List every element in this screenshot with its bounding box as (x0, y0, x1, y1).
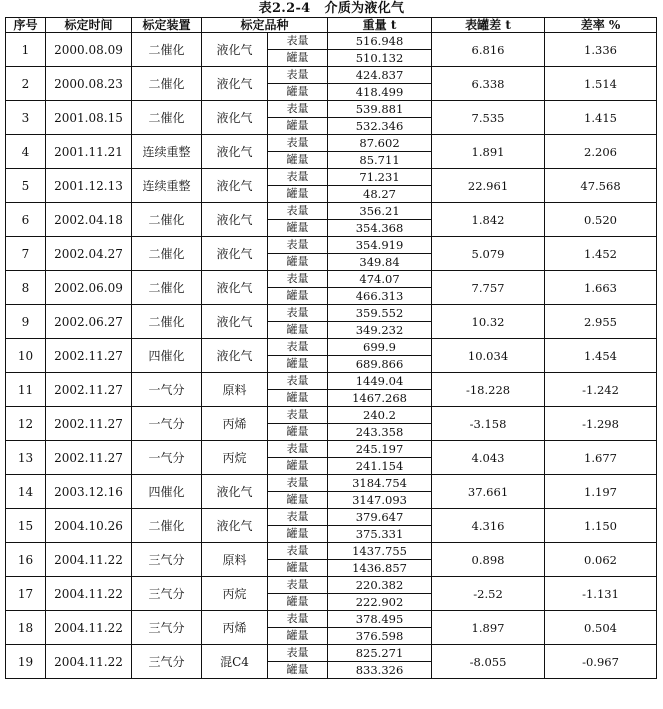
table-body (6, 33, 657, 679)
row-product: 液化气 (202, 237, 268, 271)
meter-value: 359.552 (328, 305, 432, 322)
table-row (6, 271, 657, 288)
row-product: 液化气 (202, 33, 268, 67)
row-product: 液化气 (202, 203, 268, 237)
tank-label: 罐量 (268, 424, 328, 441)
tank-value: 532.346 (328, 118, 432, 135)
row-unit: 四催化 (132, 339, 202, 373)
table-row (6, 373, 657, 390)
row-product: 丙烯 (202, 611, 268, 645)
tank-value: 1436.857 (328, 560, 432, 577)
table-row (6, 101, 657, 118)
row-index: 12 (6, 407, 46, 441)
tank-value: 48.27 (328, 186, 432, 203)
meter-label: 表量 (268, 305, 328, 322)
row-index: 13 (6, 441, 46, 475)
row-index: 14 (6, 475, 46, 509)
tank-value: 376.598 (328, 628, 432, 645)
row-product: 液化气 (202, 67, 268, 101)
meter-value: 1437.755 (328, 543, 432, 560)
meter-label: 表量 (268, 101, 328, 118)
table-caption (0, 0, 663, 17)
tank-label: 罐量 (268, 390, 328, 407)
row-unit: 二催化 (132, 203, 202, 237)
tank-label: 罐量 (268, 220, 328, 237)
row-index: 2 (6, 67, 46, 101)
meter-value: 87.602 (328, 135, 432, 152)
row-date: 2002.11.27 (46, 373, 132, 407)
meter-label: 表量 (268, 645, 328, 662)
table-row (6, 441, 657, 458)
row-unit: 二催化 (132, 509, 202, 543)
row-unit: 二催化 (132, 271, 202, 305)
row-product: 液化气 (202, 101, 268, 135)
row-unit: 一气分 (132, 373, 202, 407)
tank-value: 243.358 (328, 424, 432, 441)
meter-value: 3184.754 (328, 475, 432, 492)
row-product: 丙烯 (202, 407, 268, 441)
diff-value: -8.055 (432, 645, 545, 679)
header-product: 标定品种 (202, 18, 328, 33)
rate-value: 0.520 (545, 203, 657, 237)
meter-value: 220.382 (328, 577, 432, 594)
calibration-table (5, 17, 657, 679)
row-index: 16 (6, 543, 46, 577)
row-index: 8 (6, 271, 46, 305)
meter-label: 表量 (268, 271, 328, 288)
row-index: 15 (6, 509, 46, 543)
row-unit: 二催化 (132, 33, 202, 67)
table-row (6, 509, 657, 526)
diff-value: 7.535 (432, 101, 545, 135)
row-date: 2002.04.18 (46, 203, 132, 237)
meter-value: 354.919 (328, 237, 432, 254)
row-date: 2002.04.27 (46, 237, 132, 271)
table-row (6, 645, 657, 662)
tank-label: 罐量 (268, 288, 328, 305)
header-index: 序号 (6, 18, 46, 33)
table-row (6, 339, 657, 356)
meter-label: 表量 (268, 407, 328, 424)
tank-value: 466.313 (328, 288, 432, 305)
diff-value: 4.043 (432, 441, 545, 475)
diff-value: -18.228 (432, 373, 545, 407)
row-unit: 四催化 (132, 475, 202, 509)
table-row (6, 407, 657, 424)
meter-label: 表量 (268, 339, 328, 356)
diff-value: 37.661 (432, 475, 545, 509)
row-unit: 三气分 (132, 645, 202, 679)
rate-value: 1.336 (545, 33, 657, 67)
diff-value: 1.842 (432, 203, 545, 237)
diff-value: -2.52 (432, 577, 545, 611)
row-product: 丙烷 (202, 577, 268, 611)
row-unit: 二催化 (132, 305, 202, 339)
rate-value: -0.967 (545, 645, 657, 679)
rate-value: 1.454 (545, 339, 657, 373)
row-date: 2001.12.13 (46, 169, 132, 203)
row-product: 原料 (202, 373, 268, 407)
row-index: 6 (6, 203, 46, 237)
meter-value: 245.197 (328, 441, 432, 458)
meter-value: 379.647 (328, 509, 432, 526)
table-row (6, 611, 657, 628)
diff-value: 1.897 (432, 611, 545, 645)
meter-value: 699.9 (328, 339, 432, 356)
tank-value: 241.154 (328, 458, 432, 475)
rate-value: -1.242 (545, 373, 657, 407)
row-date: 2002.11.27 (46, 339, 132, 373)
meter-value: 1449.04 (328, 373, 432, 390)
rate-value: 2.955 (545, 305, 657, 339)
meter-value: 240.2 (328, 407, 432, 424)
rate-value: 1.514 (545, 67, 657, 101)
tank-label: 罐量 (268, 254, 328, 271)
tank-label: 罐量 (268, 526, 328, 543)
table-row (6, 237, 657, 254)
row-date: 2004.11.22 (46, 645, 132, 679)
row-index: 18 (6, 611, 46, 645)
table-row (6, 33, 657, 50)
row-unit: 二催化 (132, 101, 202, 135)
tank-value: 689.866 (328, 356, 432, 373)
row-index: 11 (6, 373, 46, 407)
diff-value: 10.034 (432, 339, 545, 373)
tank-label: 罐量 (268, 152, 328, 169)
meter-value: 424.837 (328, 67, 432, 84)
row-product: 液化气 (202, 271, 268, 305)
row-index: 17 (6, 577, 46, 611)
row-product: 液化气 (202, 475, 268, 509)
meter-label: 表量 (268, 509, 328, 526)
row-index: 7 (6, 237, 46, 271)
row-unit: 三气分 (132, 611, 202, 645)
row-date: 2004.11.22 (46, 543, 132, 577)
meter-label: 表量 (268, 373, 328, 390)
meter-label: 表量 (268, 611, 328, 628)
row-date: 2002.06.27 (46, 305, 132, 339)
row-date: 2000.08.23 (46, 67, 132, 101)
table-row (6, 577, 657, 594)
table-row (6, 543, 657, 560)
meter-value: 825.271 (328, 645, 432, 662)
caption-title: 介质为液化气 (324, 1, 405, 16)
diff-value: 5.079 (432, 237, 545, 271)
rate-value: 1.150 (545, 509, 657, 543)
header-time: 标定时间 (46, 18, 132, 33)
row-index: 9 (6, 305, 46, 339)
row-date: 2002.11.27 (46, 441, 132, 475)
tank-label: 罐量 (268, 186, 328, 203)
row-unit: 连续重整 (132, 169, 202, 203)
row-unit: 三气分 (132, 543, 202, 577)
tank-value: 3147.093 (328, 492, 432, 509)
rate-value: 1.452 (545, 237, 657, 271)
row-index: 3 (6, 101, 46, 135)
meter-label: 表量 (268, 33, 328, 50)
diff-value: 6.816 (432, 33, 545, 67)
rate-value: 1.197 (545, 475, 657, 509)
header-diff: 表罐差 t (432, 18, 545, 33)
diff-value: 0.898 (432, 543, 545, 577)
diff-value: 10.32 (432, 305, 545, 339)
tank-label: 罐量 (268, 118, 328, 135)
tank-value: 85.711 (328, 152, 432, 169)
header-row (6, 18, 657, 33)
row-product: 液化气 (202, 509, 268, 543)
tank-value: 222.902 (328, 594, 432, 611)
row-date: 2000.08.09 (46, 33, 132, 67)
meter-value: 378.495 (328, 611, 432, 628)
row-unit: 一气分 (132, 407, 202, 441)
meter-label: 表量 (268, 441, 328, 458)
rate-value: 0.504 (545, 611, 657, 645)
meter-value: 539.881 (328, 101, 432, 118)
rate-value: 2.206 (545, 135, 657, 169)
meter-label: 表量 (268, 237, 328, 254)
table-row (6, 475, 657, 492)
row-product: 液化气 (202, 305, 268, 339)
diff-value: -3.158 (432, 407, 545, 441)
row-product: 液化气 (202, 135, 268, 169)
tank-label: 罐量 (268, 322, 328, 339)
row-unit: 二催化 (132, 237, 202, 271)
diff-value: 1.891 (432, 135, 545, 169)
rate-value: -1.131 (545, 577, 657, 611)
meter-label: 表量 (268, 169, 328, 186)
rate-value: -1.298 (545, 407, 657, 441)
table-row (6, 305, 657, 322)
row-unit: 连续重整 (132, 135, 202, 169)
row-index: 4 (6, 135, 46, 169)
row-product: 液化气 (202, 169, 268, 203)
row-date: 2004.10.26 (46, 509, 132, 543)
table-row (6, 135, 657, 152)
row-index: 10 (6, 339, 46, 373)
row-unit: 三气分 (132, 577, 202, 611)
tank-label: 罐量 (268, 356, 328, 373)
row-product: 丙烷 (202, 441, 268, 475)
tank-value: 375.331 (328, 526, 432, 543)
row-index: 1 (6, 33, 46, 67)
row-index: 19 (6, 645, 46, 679)
rate-value: 1.677 (545, 441, 657, 475)
row-product: 混C4 (202, 645, 268, 679)
row-index: 5 (6, 169, 46, 203)
tank-label: 罐量 (268, 594, 328, 611)
meter-label: 表量 (268, 135, 328, 152)
row-date: 2004.11.22 (46, 611, 132, 645)
meter-label: 表量 (268, 475, 328, 492)
tank-label: 罐量 (268, 458, 328, 475)
meter-value: 356.21 (328, 203, 432, 220)
meter-label: 表量 (268, 67, 328, 84)
row-date: 2002.11.27 (46, 407, 132, 441)
tank-value: 354.368 (328, 220, 432, 237)
meter-label: 表量 (268, 577, 328, 594)
rate-value: 1.663 (545, 271, 657, 305)
diff-value: 7.757 (432, 271, 545, 305)
diff-value: 6.338 (432, 67, 545, 101)
tank-value: 418.499 (328, 84, 432, 101)
row-date: 2002.06.09 (46, 271, 132, 305)
tank-value: 349.232 (328, 322, 432, 339)
tank-label: 罐量 (268, 492, 328, 509)
tank-value: 510.132 (328, 50, 432, 67)
table-row (6, 67, 657, 84)
tank-label: 罐量 (268, 50, 328, 67)
row-unit: 二催化 (132, 67, 202, 101)
row-date: 2003.12.16 (46, 475, 132, 509)
row-date: 2004.11.22 (46, 577, 132, 611)
diff-value: 22.961 (432, 169, 545, 203)
meter-value: 71.231 (328, 169, 432, 186)
tank-label: 罐量 (268, 84, 328, 101)
row-date: 2001.08.15 (46, 101, 132, 135)
tank-label: 罐量 (268, 662, 328, 679)
table-row (6, 203, 657, 220)
rate-value: 47.568 (545, 169, 657, 203)
tank-value: 349.84 (328, 254, 432, 271)
header-rate: 差率 % (545, 18, 657, 33)
rate-value: 1.415 (545, 101, 657, 135)
row-product: 液化气 (202, 339, 268, 373)
row-unit: 一气分 (132, 441, 202, 475)
meter-value: 474.07 (328, 271, 432, 288)
meter-label: 表量 (268, 203, 328, 220)
header-unit: 标定装置 (132, 18, 202, 33)
row-date: 2001.11.21 (46, 135, 132, 169)
meter-label: 表量 (268, 543, 328, 560)
caption-label: 表2.2-4 (258, 1, 311, 16)
tank-label: 罐量 (268, 560, 328, 577)
meter-value: 516.948 (328, 33, 432, 50)
tank-value: 833.326 (328, 662, 432, 679)
diff-value: 4.316 (432, 509, 545, 543)
header-weight: 重量 t (328, 18, 432, 33)
tank-value: 1467.268 (328, 390, 432, 407)
rate-value: 0.062 (545, 543, 657, 577)
row-product: 原料 (202, 543, 268, 577)
tank-label: 罐量 (268, 628, 328, 645)
table-row (6, 169, 657, 186)
